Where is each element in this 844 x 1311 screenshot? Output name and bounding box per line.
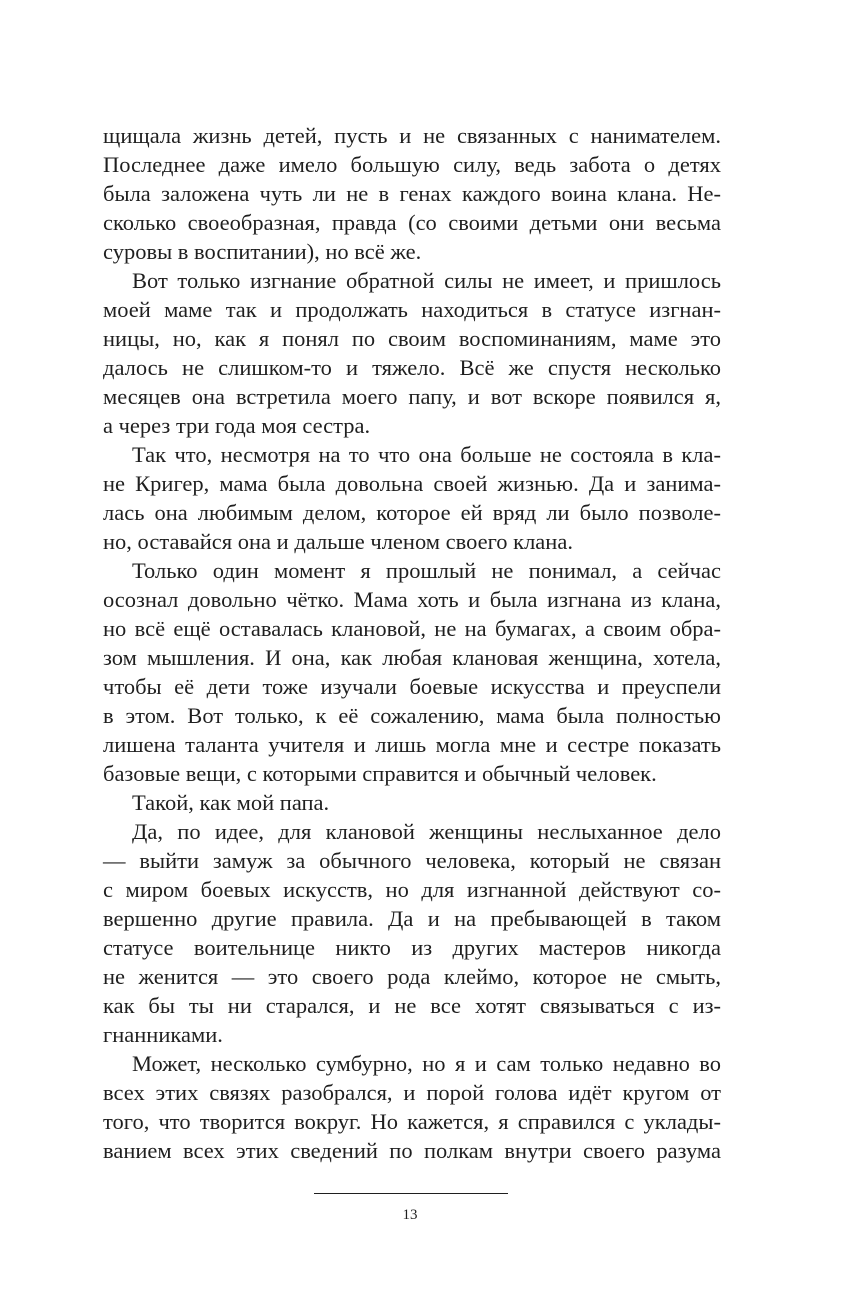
text-line: не Кригер, мама была довольна своей жизнью. Да и занима- bbox=[103, 471, 721, 496]
text-line: зом мышления. И она, как любая клановая женщина, хотела, bbox=[103, 645, 721, 670]
text-line: Только один момент я прошлый не понимал, а сейчас bbox=[132, 558, 721, 583]
body-text bbox=[103, 121, 721, 1165]
text-line: но всё ещё оставалась клановой, не на бумагах, а своим обра- bbox=[103, 616, 721, 641]
text-line: месяцев она встретила моего папу, и вот вскоре появился я, bbox=[103, 384, 721, 409]
text-line: гнанниками. bbox=[103, 1022, 223, 1047]
text-line: суровы в воспитании), но всё же. bbox=[103, 239, 422, 264]
text-line: а через три года моя сестра. bbox=[103, 413, 371, 438]
text-line: была заложена чуть ли не в генах каждого воина клана. Не- bbox=[103, 181, 721, 206]
footer-divider bbox=[314, 1193, 508, 1194]
text-line: но, оставайся она и дальше членом своего клана. bbox=[103, 529, 573, 554]
text-line: как бы ты ни старался, и не все хотят связываться с из- bbox=[103, 993, 721, 1018]
text-line: — выйти замуж за обычного человека, который не связан bbox=[103, 848, 721, 873]
text-line: моей маме так и продолжать находиться в статусе изгнан- bbox=[103, 297, 721, 322]
text-line: осознал довольно чётко. Мама хоть и была изгнана из клана, bbox=[103, 587, 721, 612]
text-line: далось не слишком-то и тяжело. Всё же спустя несколько bbox=[103, 355, 721, 380]
text-line: всех этих связях разобрался, и порой голова идёт кругом от bbox=[103, 1080, 721, 1105]
text-line: чтобы её дети тоже изучали боевые искусства и преуспели bbox=[103, 674, 721, 699]
text-line: сколько своеобразная, правда (со своими детьми они весьма bbox=[103, 210, 721, 235]
text-line: в этом. Вот только, к её сожалению, мама была полностью bbox=[103, 703, 721, 728]
text-line: лишена таланта учителя и лишь могла мне и сестре показать bbox=[103, 732, 721, 757]
text-line: статусе воительнице никто из других мастеров никогда bbox=[103, 935, 721, 960]
text-line: лась она любимым делом, которое ей вряд ли было позволе- bbox=[103, 500, 721, 525]
text-line: Да, по идее, для клановой женщины неслыханное дело bbox=[132, 819, 721, 844]
text-line: не женится — это своего рода клеймо, которое не смыть, bbox=[103, 964, 721, 989]
text-line: с миром боевых искусств, но для изгнанной действуют со- bbox=[103, 877, 721, 902]
text-line: базовые вещи, с которыми справится и обычный человек. bbox=[103, 761, 657, 786]
text-line: Такой, как мой папа. bbox=[132, 790, 330, 815]
text-line: того, что творится вокруг. Но кажется, я справился с уклады- bbox=[103, 1109, 721, 1134]
text-line: вершенно другие правила. Да и на пребывающей в таком bbox=[103, 906, 721, 931]
text-line: ванием всех этих сведений по полкам внутри своего разума bbox=[103, 1138, 721, 1163]
text-line: щищала жизнь детей, пусть и не связанных с нанимателем. bbox=[103, 123, 721, 148]
text-line: ницы, но, как я понял по своим воспоминаниям, маме это bbox=[103, 326, 721, 351]
text-line: Так что, несмотря на то что она больше не состояла в кла- bbox=[132, 442, 721, 467]
page-number: 13 bbox=[402, 1207, 418, 1223]
text-line: Вот только изгнание обратной силы не имеет, и пришлось bbox=[132, 268, 721, 293]
text-line: Может, несколько сумбурно, но я и сам только недавно во bbox=[132, 1051, 721, 1076]
text-line: Последнее даже имело большую силу, ведь забота о детях bbox=[103, 152, 721, 177]
